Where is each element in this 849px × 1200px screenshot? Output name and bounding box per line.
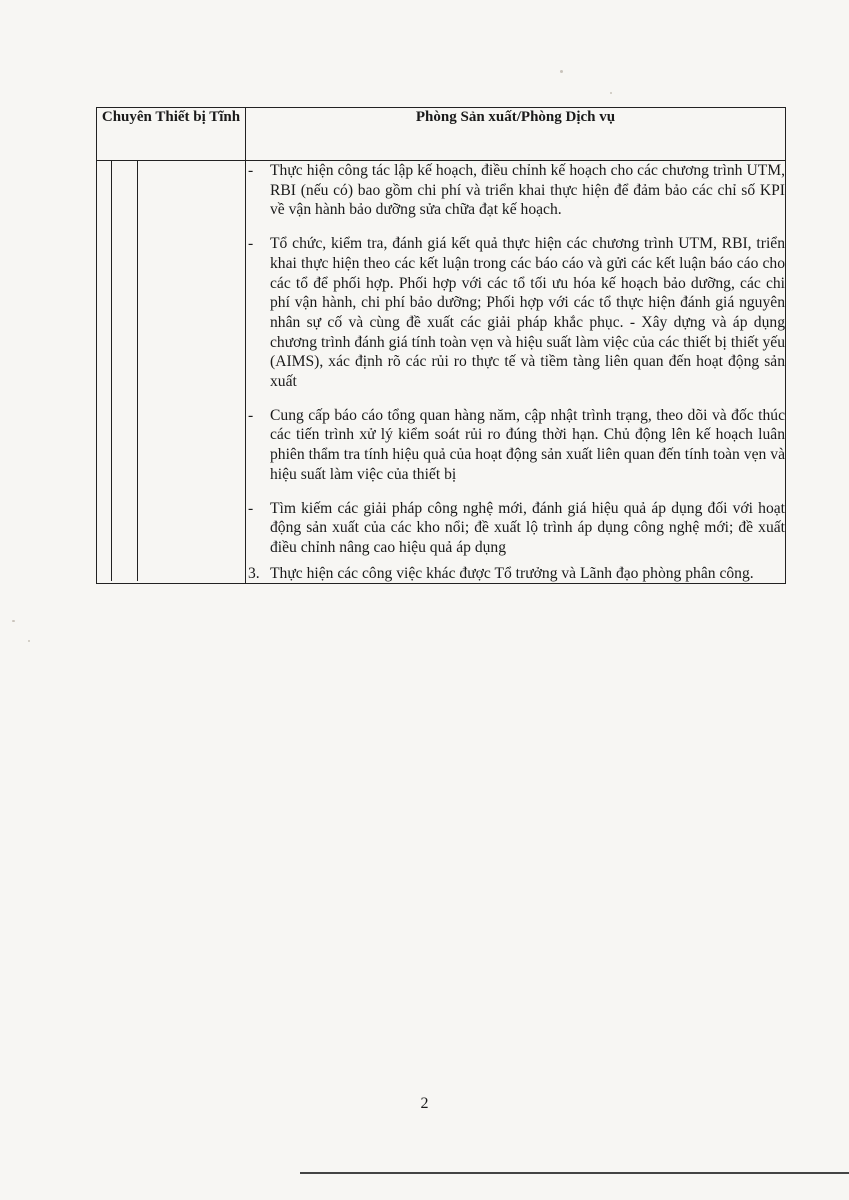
list-item-text: Thực hiện các công việc khác được Tổ trưởng và Lãnh đạo phòng phân công. xyxy=(270,564,754,582)
scan-edge-line xyxy=(300,1172,849,1174)
stub-column-b xyxy=(112,161,138,581)
scan-speck xyxy=(560,70,563,73)
list-marker: - xyxy=(248,499,254,517)
stub-cell xyxy=(97,161,246,584)
scan-speck xyxy=(28,640,30,642)
list-item xyxy=(246,234,785,392)
list-item xyxy=(246,499,785,558)
table-row xyxy=(97,161,786,584)
list-item xyxy=(246,564,785,584)
list-item-text: Tìm kiếm các giải pháp công nghệ mới, đánh giá hiệu quả áp dụng đối với hoạt động sản xuất của các kho nổi; đề xuất lộ trình áp dụng công nghệ mới; đề xuất điều chỉnh nâng cao hiệu quả áp dụng xyxy=(270,499,785,556)
list-item xyxy=(246,161,785,220)
list-item-text: Tổ chức, kiểm tra, đánh giá kết quả thực hiện các chương trình UTM, RBI, triển khai thực hiện theo các kết luận trong các báo cáo và gửi các kết luận báo cáo cho các tổ để phối hợp. Phối hợp với các tổ tối ưu hóa kế hoạch bảo dưỡng, các chi phí vận hành, chi phí bảo dưỡng; Phối hợp với các tổ thực hiện đánh giá nguyên nhân sự cố và cùng đề xuất các giải pháp khắc phục. - Xây dựng và áp dụng chương trình đánh giá tính toàn vẹn và hiệu suất làm việc của các thiết bị thiết yếu (AIMS), xác định rõ các rủi ro thực tế và tiềm tàng liên quan đến hoạt động sản xuất xyxy=(270,235,785,391)
list-item-text: Thực hiện công tác lập kế hoạch, điều chỉnh kế hoạch cho các chương trình UTM, RBI (nếu có) bao gồm chi phí và triển khai thực hiện để đảm bảo các chỉ số KPI về vận hành bảo dưỡng sửa chữa đạt kế hoạch. xyxy=(270,162,785,219)
list-marker: - xyxy=(248,406,254,424)
duties-cell xyxy=(246,161,786,584)
stub-column-c xyxy=(138,161,245,581)
list-marker: - xyxy=(248,235,254,253)
scan-speck xyxy=(12,620,15,622)
list-marker: - xyxy=(248,162,254,179)
header-position: Chuyên Thiết bị Tĩnh xyxy=(97,108,246,161)
table-header-row xyxy=(97,108,786,161)
scan-speck xyxy=(610,92,612,94)
responsibility-table xyxy=(96,107,786,584)
header-department: Phòng Sản xuất/Phòng Dịch vụ xyxy=(246,108,786,161)
list-item-text: Cung cấp báo cáo tổng quan hàng năm, cập nhật trình trạng, theo dõi và đốc thúc các tiến trình xử lý kiểm soát rủi ro đúng thời hạn. Chủ động lên kế hoạch luân phiên thẩm tra tính hiệu quả của hoạt động sản xuất liên quan đến tính toàn vẹn và hiệu suất làm việc của thiết bị xyxy=(270,406,785,483)
page-number: 2 xyxy=(420,1095,429,1112)
list-item xyxy=(246,406,785,485)
list-marker: 3. xyxy=(248,564,260,582)
stub-column-a xyxy=(97,161,112,581)
